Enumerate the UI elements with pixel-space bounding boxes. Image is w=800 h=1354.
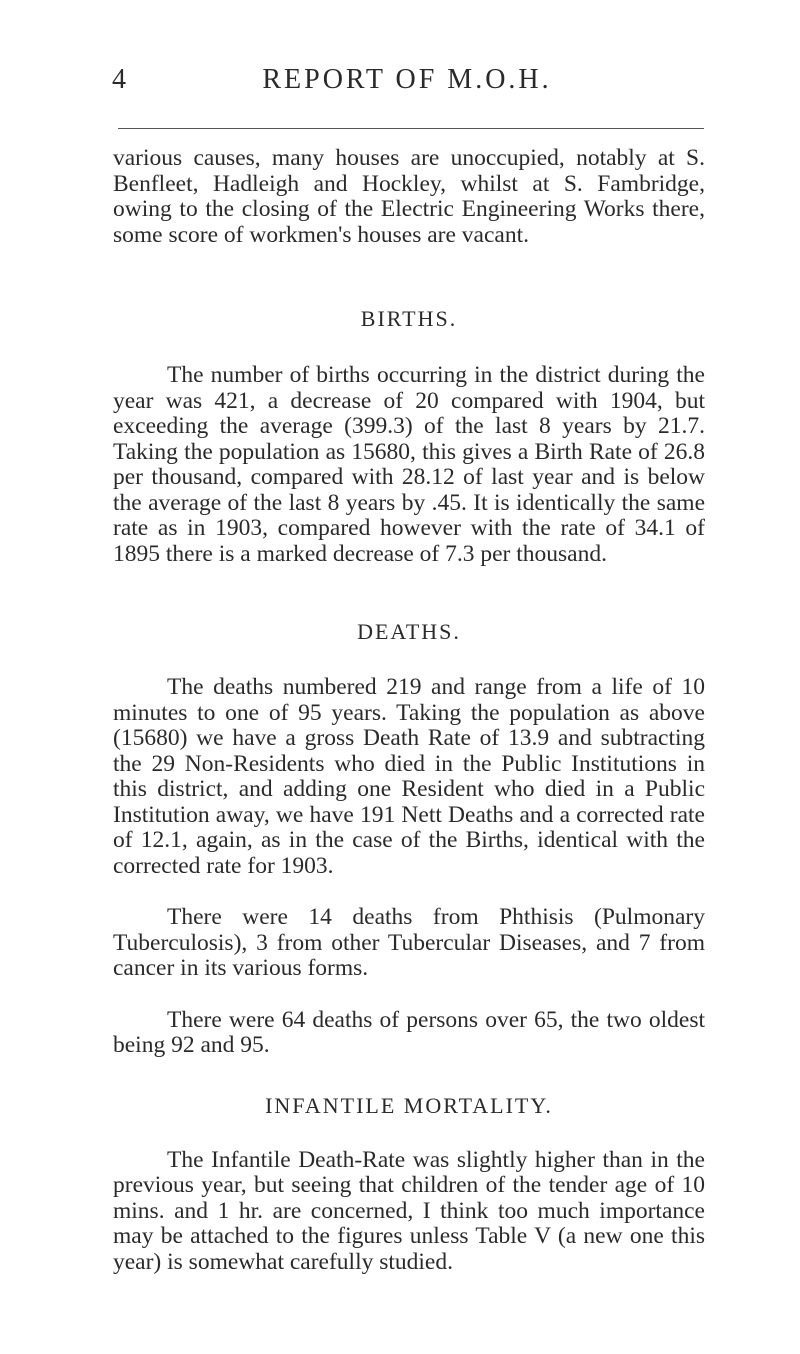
deaths-paragraph-1: The deaths numbered 219 and range from a life of 10 minutes to one of 95 years. Taking the population as above (15680) we have a gross Death Rate of 13.9 and subtracting the 29 Non-Residents who died in the Public Institutions in this district, and adding one Resident who died in a Public Institution away, we have 191 Nett Deaths and a corrected rate of 12.1, again, as in the case of the Births, identical with the corrected rate for 1903. <box>113 674 705 879</box>
intro-paragraph: various causes, many houses are unoccupied, notably at S. Benfleet, Hadleigh and Hockley, whilst at S. Fambridge, owing to the closing of the Electric Engineering Works there, some score of workmen's houses are vacant. <box>113 145 705 248</box>
page-header <box>112 64 702 104</box>
running-title: REPORT OF M.O.H. <box>262 64 552 95</box>
header-rule <box>118 128 704 129</box>
deaths-paragraph-2: There were 14 deaths from Phthisis (Pulmonary Tuberculosis), 3 from other Tubercular Diseases, and 7 from cancer in its various forms. <box>113 904 705 981</box>
infantile-mortality-heading: INFANTILE MORTALITY. <box>265 1092 553 1118</box>
deaths-paragraph-3: There were 64 deaths of persons over 65, the two oldest being 92 and 95. <box>113 1006 705 1058</box>
infantile-mortality-paragraph: The Infantile Death-Rate was slightly higher than in the previous year, but seeing that children of the tender age of 10 mins. and 1 hr. are concerned, I think too much importance may be attached to the figures unless Table V (a new one this year) is somewhat carefully studied. <box>113 1146 705 1275</box>
deaths-heading: DEATHS. <box>357 619 461 644</box>
page-number: 4 <box>112 64 127 95</box>
births-paragraph: The number of births occurring in the district during the year was 421, a decrease of 20 compared with 1904, but exceeding the average (399.3) of the last 8 years by 21.7. Taking the population as 15680, this gives a Birth Rate of 26.8 per thousand, compared with 28.12 of last year and is below the average of the last 8 years by .45. It is identically the same rate as in 1903, compared however with the rate of 34.1 of 1895 there is a marked decrease of 7.3 per thousand. <box>113 362 705 567</box>
body-text <box>113 146 705 1275</box>
births-heading: BIRTHS. <box>360 306 458 331</box>
